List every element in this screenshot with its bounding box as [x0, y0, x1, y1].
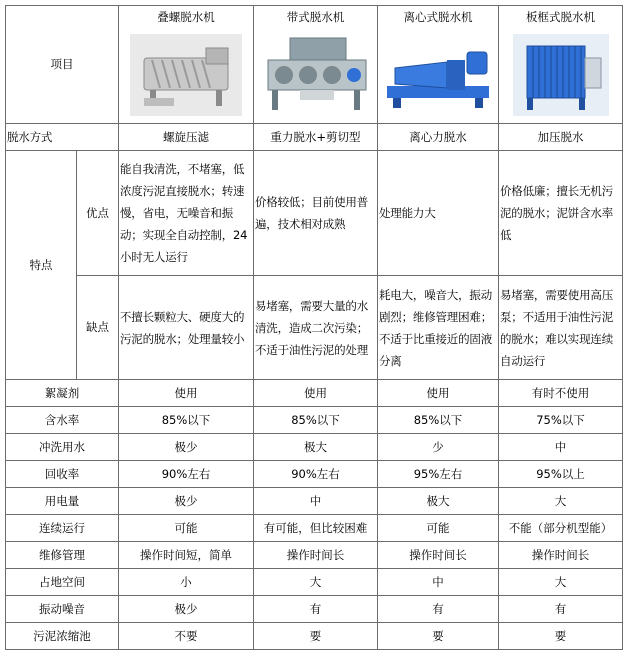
table-row [6, 596, 623, 623]
advantages-label: 优点 [77, 151, 119, 276]
row-label: 污泥浓缩池 [6, 623, 119, 650]
cell: 要 [499, 623, 623, 650]
dewatering-method-row [6, 124, 623, 151]
disadvantage-cell: 易堵塞，需要使用高压泵；不适用于油性污泥的脱水；难以实现连续自动运行 [499, 276, 623, 380]
cell: 中 [378, 569, 499, 596]
screw-press-image [130, 34, 242, 116]
row-label: 维修管理 [6, 542, 119, 569]
machine-header-screw: 叠螺脱水机 [119, 6, 254, 124]
table-row [6, 569, 623, 596]
advantage-cell: 价格低廉；擅长无机污泥的脱水；泥饼含水率低 [499, 151, 623, 276]
cell: 大 [499, 488, 623, 515]
table-row [6, 434, 623, 461]
cell: 不要 [119, 623, 254, 650]
row-label: 回收率 [6, 461, 119, 488]
table-row [6, 542, 623, 569]
dewatering-machine-comparison-table [5, 5, 623, 650]
item-header: 项目 [6, 6, 119, 124]
machine-header-plate-frame: 板框式脱水机 [499, 6, 623, 124]
cell: 加压脱水 [499, 124, 623, 151]
row-label: 冲洗用水 [6, 434, 119, 461]
cell: 95%以上 [499, 461, 623, 488]
cell: 有 [378, 596, 499, 623]
table-row [6, 461, 623, 488]
advantages-row [6, 151, 623, 276]
cell: 操作时间短，简单 [119, 542, 254, 569]
cell: 极大 [378, 488, 499, 515]
cell: 有时不使用 [499, 380, 623, 407]
cell: 不能（部分机型能） [499, 515, 623, 542]
cell: 操作时间长 [254, 542, 378, 569]
cell: 重力脱水+剪切型 [254, 124, 378, 151]
table-row [6, 488, 623, 515]
disadvantage-cell: 不擅长颗粒大、硬度大的污泥的脱水；处理量较小 [119, 276, 254, 380]
table-row [6, 623, 623, 650]
disadvantage-cell: 易堵塞，需要大量的水清洗，造成二次污染；不适于油性污泥的处理 [254, 276, 378, 380]
table-row [6, 380, 623, 407]
cell: 中 [254, 488, 378, 515]
cell: 有可能，但比较困难 [254, 515, 378, 542]
cell: 操作时间长 [499, 542, 623, 569]
cell: 85%以下 [378, 407, 499, 434]
row-label: 振动噪音 [6, 596, 119, 623]
centrifuge-image [383, 34, 493, 116]
cell: 75%以下 [499, 407, 623, 434]
cell: 使用 [119, 380, 254, 407]
cell: 少 [378, 434, 499, 461]
cell: 中 [499, 434, 623, 461]
cell: 85%以下 [254, 407, 378, 434]
cell: 极少 [119, 434, 254, 461]
advantage-cell: 能自我清洗，不堵塞，低浓度污泥直接脱水；转速慢，省电，无噪音和振动；实现全自动控制，24小时无人运行 [119, 151, 254, 276]
row-label: 占地空间 [6, 569, 119, 596]
cell: 有 [499, 596, 623, 623]
plate-frame-press-image [513, 34, 609, 116]
row-label: 用电量 [6, 488, 119, 515]
cell: 极少 [119, 488, 254, 515]
cell: 使用 [378, 380, 499, 407]
machine-header-belt: 带式脱水机 [254, 6, 378, 124]
row-label: 连续运行 [6, 515, 119, 542]
cell: 离心力脱水 [378, 124, 499, 151]
advantage-cell: 价格较低；目前使用普遍，技术相对成熟 [254, 151, 378, 276]
advantage-cell: 处理能力大 [378, 151, 499, 276]
cell: 操作时间长 [378, 542, 499, 569]
features-label: 特点 [6, 151, 77, 380]
row-label: 含水率 [6, 407, 119, 434]
row-label: 絮凝剂 [6, 380, 119, 407]
cell: 90%左右 [119, 461, 254, 488]
cell: 90%左右 [254, 461, 378, 488]
disadvantages-row [6, 276, 623, 380]
cell: 螺旋压滤 [119, 124, 254, 151]
row-label: 脱水方式 [6, 124, 119, 151]
cell: 可能 [119, 515, 254, 542]
header-row [6, 6, 623, 124]
cell: 大 [254, 569, 378, 596]
cell: 大 [499, 569, 623, 596]
cell: 极大 [254, 434, 378, 461]
cell: 小 [119, 569, 254, 596]
machine-header-centrifuge: 离心式脱水机 [378, 6, 499, 124]
disadvantages-label: 缺点 [77, 276, 119, 380]
cell: 使用 [254, 380, 378, 407]
table-row [6, 515, 623, 542]
cell: 要 [254, 623, 378, 650]
cell: 85%以下 [119, 407, 254, 434]
table-row [6, 407, 623, 434]
cell: 有 [254, 596, 378, 623]
belt-press-image [260, 34, 372, 116]
cell: 95%左右 [378, 461, 499, 488]
cell: 可能 [378, 515, 499, 542]
cell: 极少 [119, 596, 254, 623]
disadvantage-cell: 耗电大，噪音大，振动剧烈；维修管理困难；不适于比重接近的固液分离 [378, 276, 499, 380]
cell: 要 [378, 623, 499, 650]
